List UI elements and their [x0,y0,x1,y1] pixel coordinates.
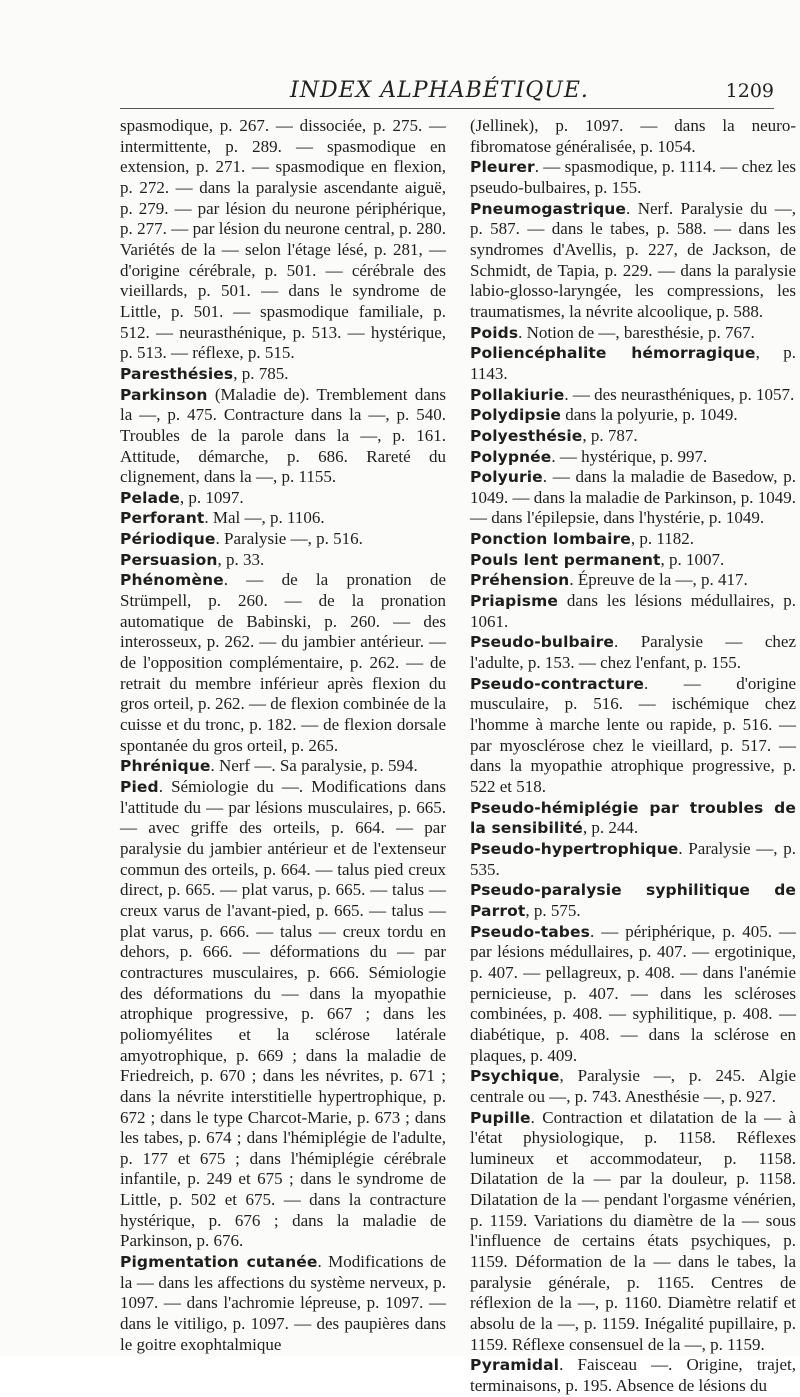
header-rule [120,108,774,109]
index-entry [470,798,796,839]
index-entry [120,508,446,529]
index-entry [120,529,446,550]
entry-text: . Contraction et dilatation de la — à l'état physiologique, p. 1158. Réflexes lumineux et accommodateur, p. 1158. Dilatation de la — par la douleur, p. 1158. Dilatation de la — pendant l'orgasme vénérien, p. 1159. Variations du diamètre de la — sous l'influence de certains états psychiques, p. 1159. Déformation de la — dans le tabes, la paralysie générale, p. 1165. Centres de réflexion de la —, p. 1160. Diamètre relatif et absolu de la —, p. 1159. Inégalité pupillaire, p. 1159. Réflexe consensuel de la —, p. 1159. [470,1107,796,1354]
entry-text: . — dans la maladie de Basedow, p. 1049. — dans la maladie de Parkinson, p. 1049. — dans l'épilepsie, dans l'hystérie, p. 1049. [470,467,796,528]
entry-text: (Maladie de). Tremblement dans la —, p. 475. Contracture dans la —, p. 540. Troubles de la parole dans la —, p. 161. Attitude, démarche, p. 686. Rareté du clignement, dans la —, p. 1155. [120,384,446,487]
entry-text: . Paralysie —, p. 516. [215,529,363,549]
entry-term: Pouls lent permanent [470,550,661,569]
entry-text: . — de la pronation de Strümpell, p. 260. — de la pronation automatique de Babinski, p. 260. — des interosseux, p. 262. — du jambier antérieur. — de l'opposition complémentaire, p. 262. — de retrait du membre inférieur après flexion du gros orteil, p. 262. — de flexion combinée de la cuisse et du tronc, p. 182. — de flexion dorsale spontanée du gros orteil, p. 265. [120,570,446,755]
entry-text: , p. 575. [525,900,581,920]
running-header [0,74,800,108]
index-entry [120,570,446,756]
entry-term: Pseudo-hypertrophique [470,839,679,858]
index-entry [470,405,796,426]
entry-term: Pseudo-bulbaire [470,633,615,652]
entry-term: Pneumogastrique [470,199,627,218]
entry-term: Préhension [470,571,570,590]
left-column [120,116,446,1355]
index-entry [470,839,796,880]
entry-term: Polydipsie [470,406,561,425]
entry-term: Phrénique [120,757,211,776]
index-entry [470,157,796,198]
index-entry [470,550,796,571]
entry-text: , p. 1007. [660,549,725,569]
entry-term: Priapisme [470,592,558,611]
entry-term: Parkinson [120,385,208,404]
entry-text: dans la polyurie, p. 1049. [560,405,738,425]
index-entry [470,323,796,344]
entry-text: . Modifications de la — dans les affections du système nerveux, p. 1097. — dans l'achromie lépreuse, p. 1097. — dans le vitiligo, p. 1097. — des paupières dans le goitre exophtalmique [120,1252,446,1354]
entry-term: Poliencéphalite hémorragique [470,344,756,363]
index-entry [470,880,796,921]
entry-term: Pollakiurie [470,385,565,404]
entry-text: , p. 1143. [470,343,796,383]
entry-term: Persuasion [120,550,218,569]
index-entry [470,1066,796,1107]
entry-text: . Faisceau —. Origine, trajet, terminaisons, p. 195. Absence de lésions du [470,1355,796,1396]
index-entry [470,199,796,323]
entry-term: Polyurie [470,468,543,487]
entry-term: Pigmentation cutanée [120,1253,318,1272]
index-entry [470,1108,796,1356]
index-entry [470,529,796,550]
index-entry [120,364,446,385]
entry-text: . Nerf. Paralysie du —, p. 587. — dans le tabes, p. 588. — dans les syndromes d'Avellis, p. 227, de Jackson, de Schmidt, de Tapia, p. 229. — dans la paralysie labio-glosso-laryngée, les compressions, les traumatismes, la névrite alcoolique, p. 588. [470,198,796,321]
entry-term: Périodique [120,530,216,549]
index-entry [470,385,796,406]
entry-term: Pelade [120,488,180,507]
entry-term: Paresthésies [120,364,234,383]
entry-text: , p. 244. [582,818,639,838]
index-entry [120,550,446,571]
entry-term: Pseudo-contracture [470,674,645,693]
entry-text: . — périphérique, p. 405. — par lésions médullaires, p. 407. — ergotinique, p. 407. — pellagreux, p. 408. — dans l'anémie pernicieuse, p. 407. — dans les scléroses combinées, p. 408. — syphilitique, p. 408. — diabétique, p. 408. — dans la sclérose en plaques, p. 409. [470,921,796,1065]
entry-term: Psychique [470,1067,560,1086]
entry-term: Poids [470,323,519,342]
index-entry [470,467,796,529]
entry-text: . — hystérique, p. 997. [551,446,708,466]
index-entry [470,447,796,468]
index-entry [120,116,446,364]
entry-text: . Nerf —. Sa paralysie, p. 594. [210,756,418,776]
index-title: INDEX ALPHABÉTIQUE. [290,78,589,103]
entry-text: , p. 787. [582,425,638,445]
entry-text: . — d'origine musculaire, p. 516. — ischémique chez l'homme à marche lente ou rapide, p. 516. — par myosclérose chez le vieillard, p. 517. — dans la myopathie atrophique progressive, p. 522 et 518. [470,673,796,796]
entry-term: Pseudo-tabes [470,922,590,941]
entry-term: Polypnée [470,447,552,466]
index-entry [470,591,796,632]
entry-text: . Épreuve de la —, p. 417. [569,570,748,590]
entry-text: . Sémiologie du —. Modifications dans l'attitude du — par lésions musculaires, p. 665. — avec griffe des orteils, p. 664. — par paralysie du jambier antérieur et de l'extenseur commun des orteils, p. 664. — talus pied creux direct, p. 665. — plat varus, p. 665. — talus — creux varus de l'avant-pied, p. 665. — talus — plat varus, p. 666. — talus — creux tordu en dehors, p. 666. — déformations du — par contractures musculaires, p. 666. Sémiologie des déformations du — dans la myopathie atrophique progressive, p. 667 ; dans les poliomyélites et la sclérose latérale amyotrophique, p. 669 ; dans la maladie de Friedreich, p. 670 ; dans les névrites, p. 671 ; dans la névrite interstitielle hypertrophique, p. 672 ; dans le type Charcot-Marie, p. 673 ; dans les tabes, p. 674 ; dans l'hémiplégie de l'adulte, p. 177 et 675 ; dans l'hémiplégie cérébrale infantile, p. 249 et 675 ; dans le syndrome de Little, p. 502 et 675. — dans la contracture hystérique, p. 676 ; dans la maladie de Parkinson, p. 676. [120,777,446,1251]
index-entry [470,570,796,591]
page-number: 1209 [725,80,774,102]
entry-text: . Notion de —, baresthésie, p. 767. [518,322,755,342]
entry-text: , p. 1097. [179,487,244,507]
entry-text: , p. 785. [233,363,289,383]
index-entry [470,343,796,384]
right-column [470,116,796,1397]
entry-text: spasmodique, p. 267. — dissociée, p. 275. — intermittente, p. 289. — spasmodique en extension, p. 271. — spasmodique en flexion, p. 272. — dans la paralysie ascendante aiguë, p. 279. — par lésion du neurone périphérique, p. 277. — par lésion du neurone central, p. 280. Variétés de la — selon l'étage lésé, p. 281, — d'origine cérébrale, p. 501. — cérébrale des vieillards, p. 501. — dans le syndrome de Little, p. 501. — spasmodique familiale, p. 512. — neurasthénique, p. 513. — hystérique, p. 513. — réflexe, p. 515. [120,116,446,363]
entry-term: Ponction lombaire [470,530,631,549]
entry-term: Pseudo-hémiplégie par troubles de la sensibilité [470,798,796,838]
index-entry [120,385,446,488]
entry-text: . — des neurasthéniques, p. 1057. [564,384,795,404]
entry-term: Pleurer [470,158,535,177]
entry-text: . — spasmodique, p. 1114. — chez les pseudo-bulbaires, p. 155. [470,157,796,197]
index-entry [120,488,446,509]
index-entry [470,674,796,798]
entry-term: Pyramidal [470,1356,560,1375]
index-entry [120,1252,446,1355]
entry-term: Pupille [470,1108,531,1127]
entry-text: . Paralysie — chez l'adulte, p. 153. — chez l'enfant, p. 155. [470,632,796,673]
entry-text: , p. 33. [217,549,265,569]
index-entry [120,756,446,777]
entry-text: . Paralysie —, p. 535. [470,838,796,879]
entry-text: dans les lésions médullaires, p. 1061. [470,591,796,631]
entry-term: Pseudo-paralysie syphilitique de Parrot [470,881,796,920]
index-entry [470,632,796,673]
entry-term: Perforant [120,509,205,528]
entry-text: . Mal —, p. 1106. [204,508,325,528]
entry-term: Pied [120,778,159,796]
index-entry [470,116,796,157]
index-entry [120,777,446,1252]
entry-term: Polyesthésie [470,426,583,445]
index-entry [470,922,796,1067]
entry-text: (Jellinek), p. 1097. — dans la neuro-fibromatose généralisée, p. 1054. [470,116,796,156]
entry-term: Phénomène [120,571,224,590]
entry-text: , p. 1182. [630,529,694,549]
index-entry [470,426,796,447]
entry-text: , Paralysie —, p. 245. Algie centrale ou —, p. 743. Anesthésie —, p. 927. [470,1066,796,1106]
index-entry [470,1355,796,1396]
